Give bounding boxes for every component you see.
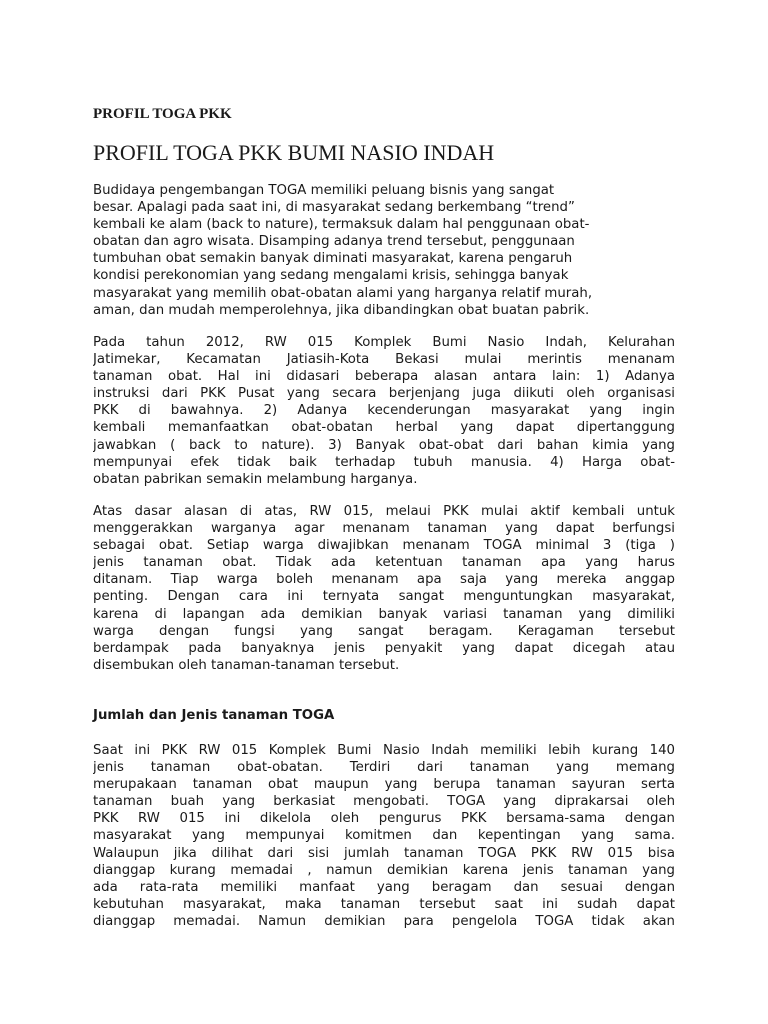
paragraph-line: mempunyai efek tidak baik terhadap tubuh manusia. 4) Harga obat- (93, 454, 675, 470)
paragraph-line: Budidaya pengembangan TOGA memiliki peluang bisnis yang sangat (93, 183, 555, 198)
paragraph-section (93, 742, 675, 930)
paragraph-line: warga dengan fungsi yang sangat beragam. Keragaman tersebut (93, 623, 675, 639)
paragraph-action (93, 503, 675, 674)
paragraph-line: Atas dasar alasan di atas, RW 015, melaui PKK mulai aktif kembali untuk (93, 504, 675, 519)
paragraph-line: tumbuhan obat semakin banyak diminati masyarakat, karena pengaruh (93, 251, 573, 267)
paragraph-line: penting. Dengan cara ini ternyata sangat menguntungkan masyarakat, (93, 589, 675, 605)
paragraph-line: disembukan oleh tanaman-tanaman tersebut. (93, 657, 400, 673)
paragraph-intro (93, 182, 675, 319)
paragraph-history (93, 334, 675, 488)
paragraph-line: ditanam. Tiap warga boleh menanam apa saja yang mereka anggap (93, 572, 675, 588)
paragraph-line: PKK di bawahnya. 2) Adanya kecenderungan masyarakat yang ingin (93, 403, 675, 419)
paragraph-line: berdampak pada banyaknya jenis penyakit yang dapat dicegah atau (93, 640, 675, 656)
paragraph-line: Walaupun jika dilihat dari sisi jumlah tanaman TOGA PKK RW 015 bisa (93, 845, 675, 861)
paragraph-line: tanaman buah yang berkasiat mengobati. TOGA yang diprakarsai oleh (93, 794, 675, 810)
paragraph-line: jenis tanaman obat. Tidak ada ketentuan tanaman apa yang harus (93, 555, 675, 571)
paragraph-line: obatan pabrikan semakin melambung harganya. (93, 471, 418, 487)
paragraph-line: Saat ini PKK RW 015 Komplek Bumi Nasio Indah memiliki lebih kurang 140 (93, 743, 675, 758)
paragraph-line: obatan dan agro wisata. Disamping adanya trend tersebut, penggunaan (93, 234, 575, 250)
paragraph-line: dianggap memadai. Namun demikian para pengelola TOGA tidak akan (93, 913, 675, 929)
paragraph-line: PKK RW 015 ini dikelola oleh pengurus PKK bersama-sama dengan (93, 811, 675, 827)
section-heading: Jumlah dan Jenis tanaman TOGA (93, 708, 335, 723)
paragraph-line: kembali ke alam (back to nature), termaksuk dalam hal penggunaan obat- (93, 217, 590, 233)
paragraph-line: ada rata-rata memiliki manfaat yang beragam dan sesuai dengan (93, 879, 675, 895)
paragraph-line: besar. Apalagi pada saat ini, di masyarakat sedang berkembang “trend” (93, 200, 575, 216)
paragraph-line: kondisi perekonomian yang sedang mengalami krisis, sehingga banyak (93, 268, 569, 284)
paragraph-line: menggerakkan warganya agar menanam tanaman yang dapat berfungsi (93, 521, 675, 537)
paragraph-line: merupakaan tanaman obat maupun yang berupa tanaman sayuran serta (93, 777, 675, 793)
document-title: PROFIL TOGA PKK BUMI NASIO INDAH (93, 140, 495, 165)
document-small-heading: PROFIL TOGA PKK (93, 106, 232, 122)
paragraph-line: kebutuhan masyarakat, maka tanaman tersebut saat ini sudah dapat (93, 896, 675, 912)
paragraph-line: sebagai obat. Setiap warga diwajibkan menanam TOGA minimal 3 (tiga ) (93, 538, 675, 554)
paragraph-line: karena di lapangan ada demikian banyak variasi tanaman yang dimiliki (93, 606, 675, 622)
paragraph-line: jawabkan ( back to nature). 3) Banyak obat-obat dari bahan kimia yang (93, 437, 675, 453)
paragraph-line: Jatimekar, Kecamatan Jatiasih-Kota Bekasi mulai merintis menanam (93, 352, 675, 368)
paragraph-line: masyarakat yang memilih obat-obatan alami yang harganya relatif murah, (93, 285, 593, 301)
paragraph-line: instruksi dari PKK Pusat yang secara berjenjang juga diikuti oleh organisasi (93, 386, 675, 402)
paragraph-line: kembali memanfaatkan obat-obatan herbal yang dapat dipertanggung (93, 420, 675, 436)
paragraph-line: masyarakat yang mempunyai komitmen dan kepentingan yang sama. (93, 828, 675, 844)
paragraph-line: jenis tanaman obat-obatan. Terdiri dari tanaman yang memang (93, 760, 675, 776)
paragraph-line: tanaman obat. Hal ini didasari beberapa alasan antara lain: 1) Adanya (93, 369, 675, 385)
paragraph-line: Pada tahun 2012, RW 015 Komplek Bumi Nasio Indah, Kelurahan (93, 335, 675, 350)
paragraph-line: dianggap kurang memadai , namun demikian karena jenis tanaman yang (93, 862, 675, 878)
paragraph-line: aman, dan mudah memperolehnya, jika dibandingkan obat buatan pabrik. (93, 302, 590, 318)
